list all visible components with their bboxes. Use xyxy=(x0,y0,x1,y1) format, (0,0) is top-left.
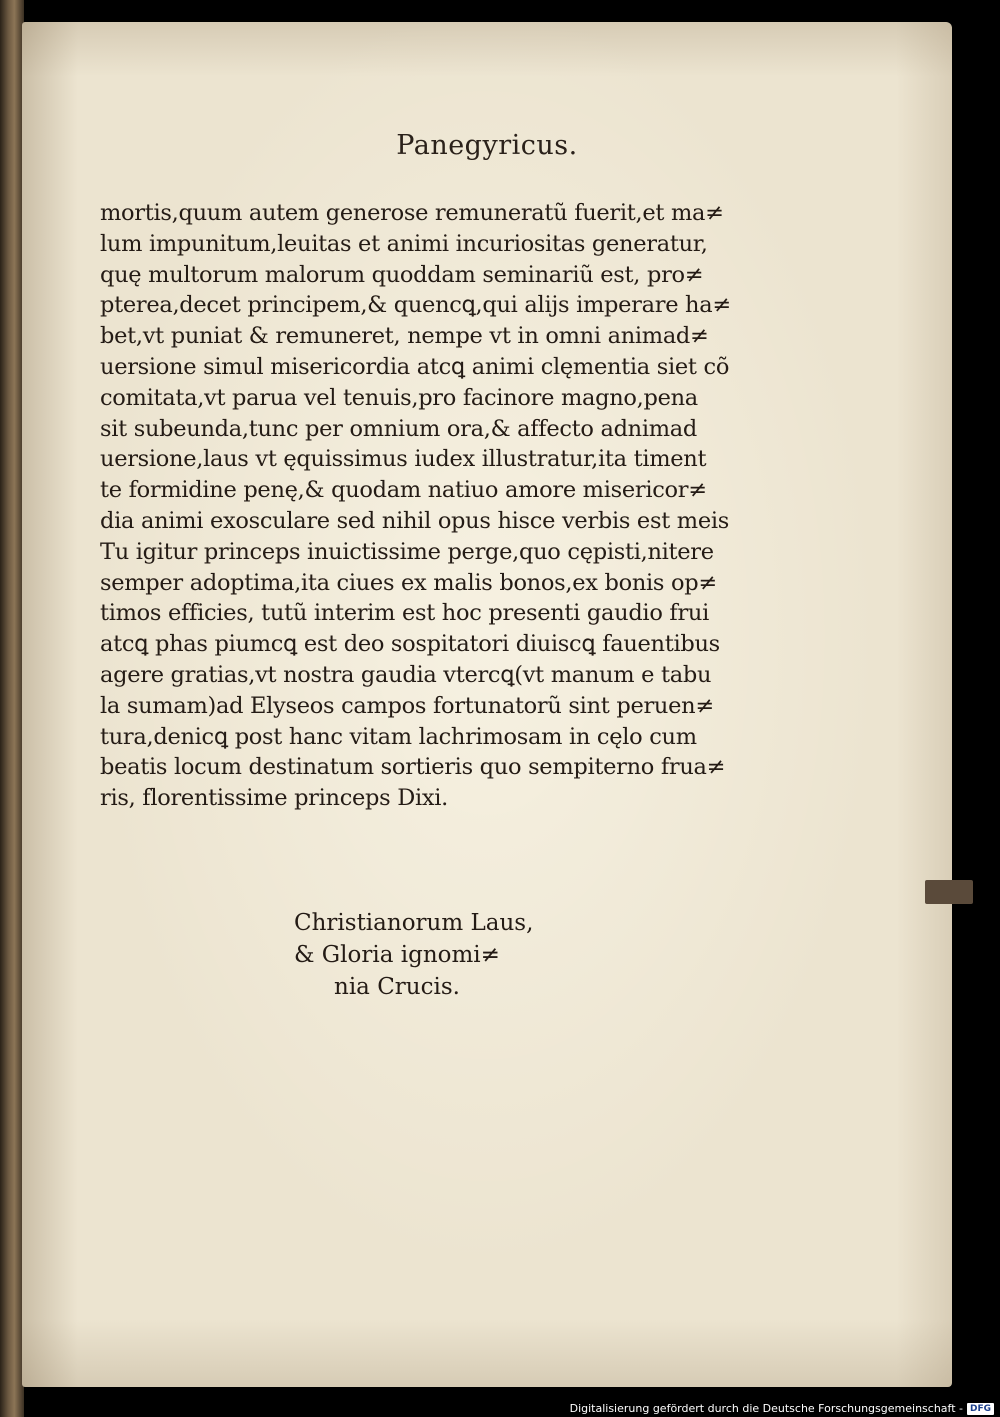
text-line: uersione,laus vt ęquissimus iudex illustratur,ita timent xyxy=(100,446,707,473)
dfg-logo: DFG xyxy=(967,1403,994,1415)
text-line: ris, florentissime princeps Dixi. xyxy=(100,785,449,812)
closing-line: nia Crucis. xyxy=(334,974,460,1000)
text-line: quę multorum malorum quoddam seminariũ est, pro≠ xyxy=(100,261,704,288)
text-line: lum impunitum,leuitas et animi incuriositas generatur, xyxy=(100,230,708,257)
text-line: bet,vt puniat & remuneret, nempe vt in omni animad≠ xyxy=(100,323,709,350)
text-line: agere gratias,vt nostra gaudia vtercꝗ(vt manum e tabu xyxy=(100,661,712,688)
closing-line: & Gloria ignomi≠ xyxy=(294,942,500,968)
text-line: dia animi exosculare sed nihil opus hisce verbis est meis xyxy=(100,507,729,534)
book-spine-edge xyxy=(0,0,24,1417)
running-head: Panegyricus. xyxy=(396,130,578,161)
digitization-credit xyxy=(570,1402,994,1415)
credit-text: Digitalisierung gefördert durch die Deutsche Forschungsgemeinschaft - xyxy=(569,1402,963,1415)
book-page xyxy=(22,22,952,1387)
text-line: beatis locum destinatum sortieris quo sempiterno frua≠ xyxy=(100,754,726,781)
text-line: timos efficies, tutũ interim est hoc presenti gaudio frui xyxy=(100,600,709,627)
text-line: comitata,vt parua vel tenuis,pro facinore magno,pena xyxy=(100,384,698,411)
text-line: semper adoptima,ita ciues ex malis bonos,ex bonis op≠ xyxy=(100,569,717,596)
closing-motto xyxy=(294,907,533,1003)
text-line: uersione simul misericordia atcꝗ animi clęmentia siet cõ xyxy=(100,353,730,380)
closing-line: Christianorum Laus, xyxy=(294,910,534,936)
text-line: sit subeunda,tunc per omnium ora,& affecto adnimad xyxy=(100,415,698,442)
text-line: mortis,quum autem generose remuneratũ fuerit,et ma≠ xyxy=(100,200,724,226)
text-line: la sumam)ad Elyseos campos fortunatorũ sint peruen≠ xyxy=(100,692,714,719)
text-line: tura,denicꝗ post hanc vitam lachrimosam in cęlo cum xyxy=(100,723,697,750)
text-line: pterea,decet principem,& quencꝗ,qui alijs imperare ha≠ xyxy=(100,292,731,319)
text-line: atcꝗ phas piumcꝗ est deo sospitatori diuiscꝗ fauentibus xyxy=(100,631,720,658)
text-line: Tu igitur princeps inuictissime perge,quo cępisti,nitere xyxy=(100,538,714,565)
page-tab-marker xyxy=(925,880,973,904)
text-line: te formidine penę,& quodam natiuo amore misericor≠ xyxy=(100,477,707,504)
body-text xyxy=(100,198,810,814)
